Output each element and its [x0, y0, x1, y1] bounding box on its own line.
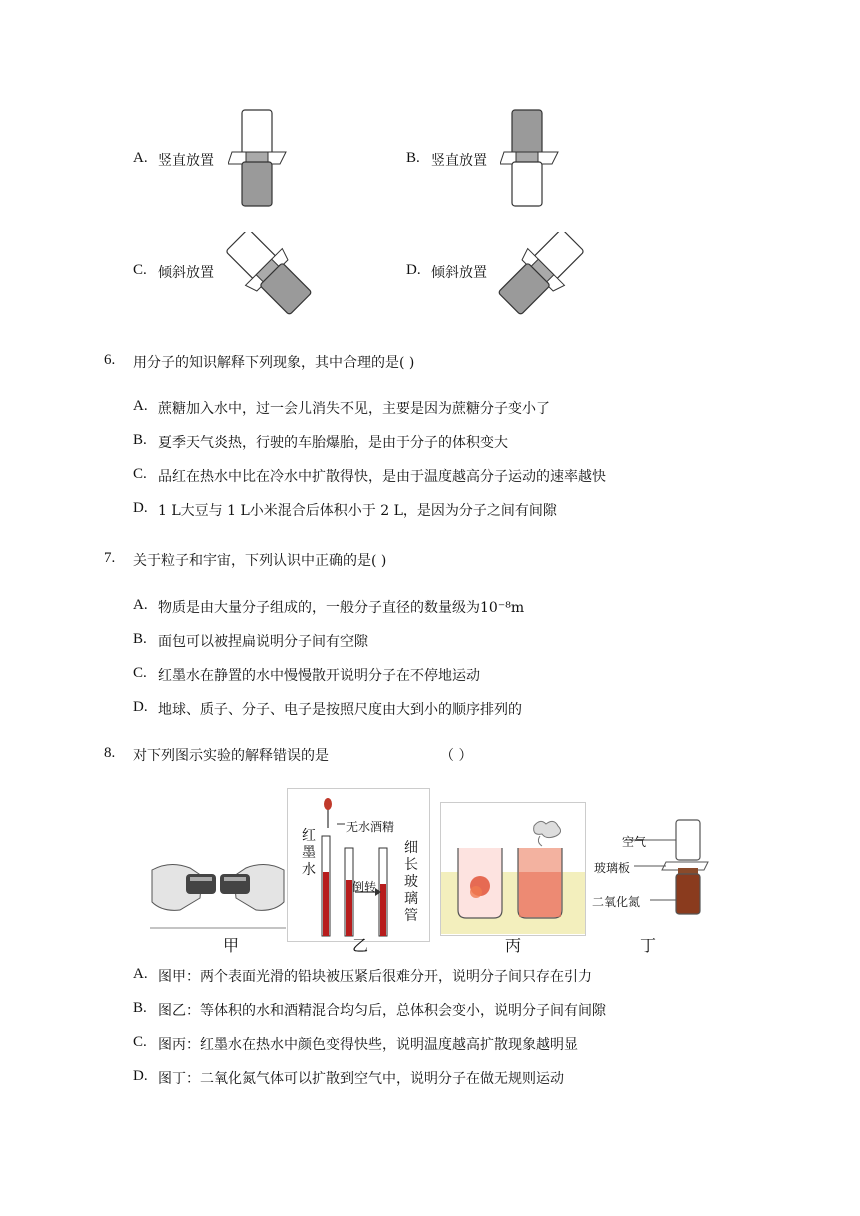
option-text: 面包可以被捏扁说明分子间有空隙 [158, 634, 368, 650]
answer-paren: （ ） [440, 748, 473, 764]
caption-yi: 乙 [352, 936, 369, 955]
label-alcohol: 无水酒精 [346, 820, 395, 834]
option-text: 图丁：二氧化氮气体可以扩散到空气中，说明分子在做无规则运动 [158, 1071, 564, 1087]
option-letter: B. [133, 1000, 147, 1016]
label-tube: 细长玻璃管 [404, 840, 418, 924]
option-text: 红墨水在静置的水中慢慢散开说明分子在不停地运动 [158, 668, 480, 684]
bottle-figure-d [494, 232, 584, 316]
option-text: 品红在热水中比在冷水中扩散得快，是由于温度越高分子运动的速率越快 [158, 469, 606, 485]
option-letter: A. [133, 966, 148, 982]
option-text: 1 L大豆与 1 L小米混合后体积小于 2 L，是因为分子之间有间隙 [158, 503, 557, 519]
option-letter: B. [133, 432, 147, 448]
figure-bing-beakers [440, 802, 586, 936]
option-letter: D. [406, 262, 421, 278]
bottle-figure-b [500, 108, 562, 210]
label-no2: 二氧化氮 [592, 895, 641, 909]
caption-bing: 丙 [505, 936, 522, 955]
figure-jia-lead-blocks [150, 840, 286, 930]
bottle-figure-a [228, 108, 290, 210]
option-letter: A. [133, 150, 148, 166]
option-text: 夏季天气炎热，行驶的车胎爆胎，是由于分子的体积变大 [158, 435, 508, 451]
question-stem: 关于粒子和宇宙，下列认识中正确的是( ) [133, 553, 387, 569]
option-text: 竖直放置 [158, 153, 214, 169]
option-letter: D. [133, 500, 148, 516]
bottle-figure-c [226, 232, 316, 316]
option-text: 倾斜放置 [158, 265, 214, 281]
option-text: 竖直放置 [431, 153, 487, 169]
option-letter: D. [133, 699, 148, 715]
option-text: 蔗糖加入水中，过一会儿消失不见，主要是因为蔗糖分子变小了 [158, 401, 550, 417]
label-red-ink: 红墨水 [302, 828, 316, 878]
option-letter: C. [133, 1034, 147, 1050]
option-letter: D. [133, 1068, 148, 1084]
option-letter: A. [133, 398, 148, 414]
option-letter: B. [133, 631, 147, 647]
option-letter: C. [133, 665, 147, 681]
option-letter: A. [133, 597, 148, 613]
option-text: 地球、质子、分子、电子是按照尺度由大到小的顺序排列的 [158, 702, 522, 718]
question-number: 6. [104, 352, 116, 368]
option-letter: C. [133, 466, 147, 482]
question-stem: 对下列图示实验的解释错误的是 [133, 748, 329, 764]
option-text: 物质是由大量分子组成的，一般分子直径的数量级为10⁻⁸m [158, 600, 525, 616]
option-text: 图甲：两个表面光滑的铅块被压紧后很难分开，说明分子间只存在引力 [158, 969, 592, 985]
option-letter: B. [406, 150, 420, 166]
question-number: 7. [104, 550, 116, 566]
option-text: 图丙：红墨水在热水中颜色变得快些，说明温度越高扩散现象越明显 [158, 1037, 578, 1053]
option-letter: C. [133, 262, 147, 278]
option-text: 图乙：等体积的水和酒精混合均匀后，总体积会变小，说明分子间有间隙 [158, 1003, 606, 1019]
label-invert: 倒转 [352, 880, 377, 894]
caption-jia: 甲 [223, 936, 240, 955]
label-air: 空气 [622, 835, 647, 849]
caption-ding: 丁 [640, 936, 657, 955]
question-stem: 用分子的知识解释下列现象，其中合理的是( ) [133, 355, 415, 371]
label-glass-plate: 玻璃板 [594, 861, 631, 875]
question-number: 8. [104, 745, 116, 761]
option-text: 倾斜放置 [431, 265, 487, 281]
